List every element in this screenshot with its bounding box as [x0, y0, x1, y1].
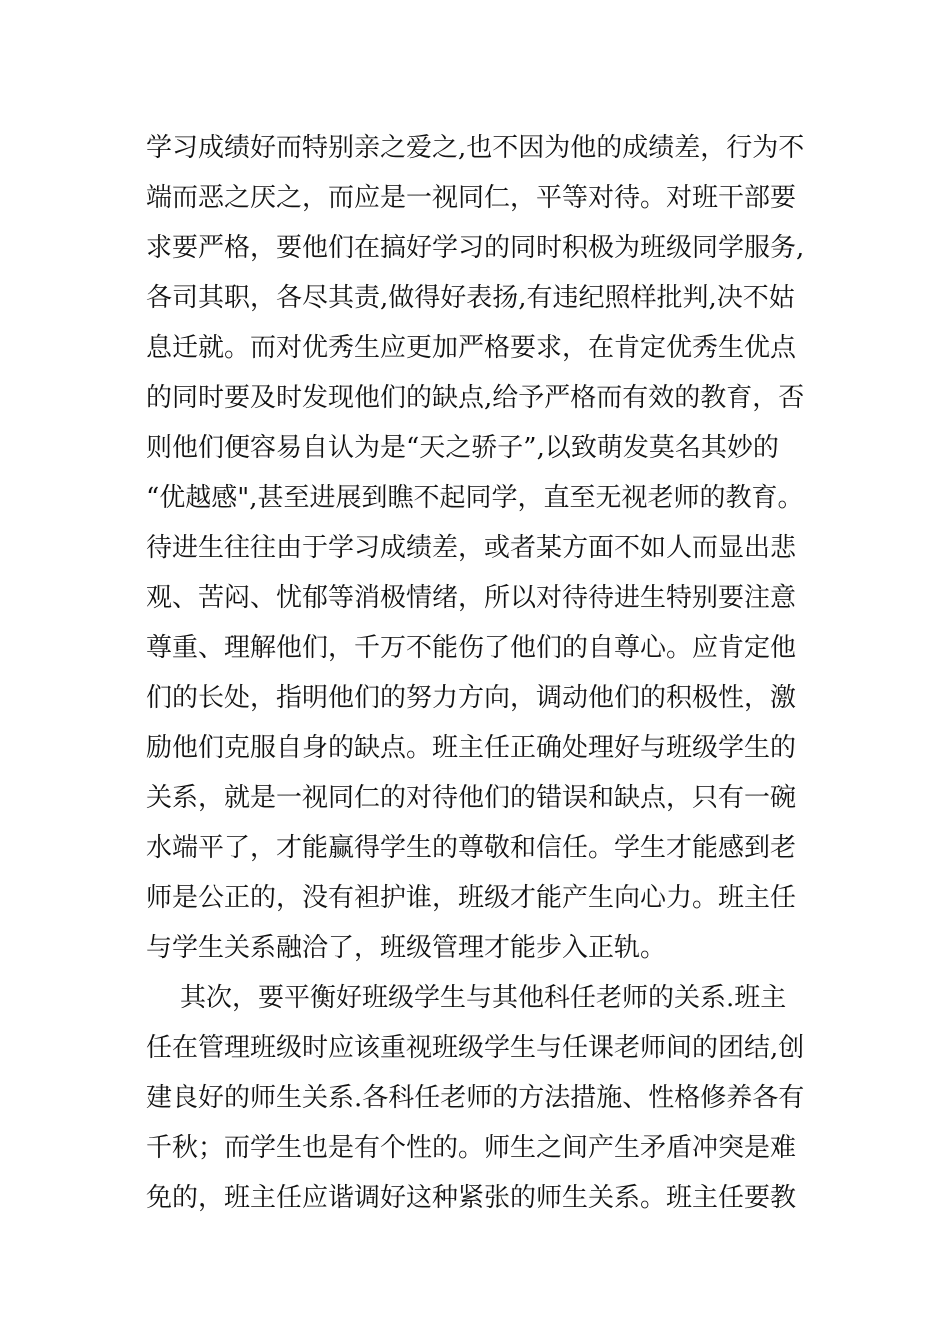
text-line: 们的长处，指明他们的努力方向，调动他们的积极性，激: [146, 683, 797, 713]
text-line: 与学生关系融洽了，班级管理才能步入正轨。: [146, 933, 667, 963]
paragraph-start-line: 其次，要平衡好班级学生与其他科任老师的关系.班主: [180, 983, 787, 1013]
text-line: 各司其职，各尽其责,做得好表扬,有违纪照样批判,决不姑: [146, 283, 795, 313]
text-line: 息迁就。而对优秀生应更加严格要求，在肯定优秀生优点: [146, 333, 797, 363]
body-text: [146, 128, 806, 1228]
text-line: 的同时要及时发现他们的缺点,给予严格而有效的教育，否: [146, 383, 805, 413]
text-line: 千秋；而学生也是有个性的。师生之间产生矛盾冲突是难: [146, 1133, 797, 1163]
text-line: “优越感",甚至进展到瞧不起同学，直至无视老师的教育。: [146, 483, 804, 513]
text-line: 求要严格，要他们在搞好学习的同时积极为班级同学服务,: [146, 233, 805, 263]
text-line: 观、苦闷、忧郁等消极情绪，所以对待待进生特别要注意: [146, 583, 797, 613]
text-line: 待进生往往由于学习成绩差，或者某方面不如人而显出悲: [146, 533, 797, 563]
text-line: 师是公正的，没有袒护谁，班级才能产生向心力。班主任: [146, 883, 797, 913]
text-line: 关系，就是一视同仁的对待他们的错误和缺点，只有一碗: [146, 783, 797, 813]
text-line: 水端平了，才能赢得学生的尊敬和信任。学生才能感到老: [146, 833, 797, 863]
text-line: 端而恶之厌之，而应是一视同仁，平等对待。对班干部要: [146, 183, 797, 213]
text-line: 免的，班主任应谐调好这种紧张的师生关系。班主任要教: [146, 1183, 797, 1213]
text-line: 学习成绩好而特别亲之爱之,也不因为他的成绩差，行为不: [146, 133, 805, 163]
text-line: 尊重、理解他们，千万不能伤了他们的自尊心。应肯定他: [146, 633, 797, 663]
text-line: 任在管理班级时应该重视班级学生与任课老师间的团结,创: [146, 1033, 805, 1063]
text-line: 则他们便容易自认为是“天之骄子”,以致萌发莫名其妙的: [146, 433, 779, 463]
text-line: 励他们克服自身的缺点。班主任正确处理好与班级学生的: [146, 733, 797, 763]
text-line: 建良好的师生关系.各科任老师的方法措施、性格修养各有: [146, 1083, 805, 1113]
